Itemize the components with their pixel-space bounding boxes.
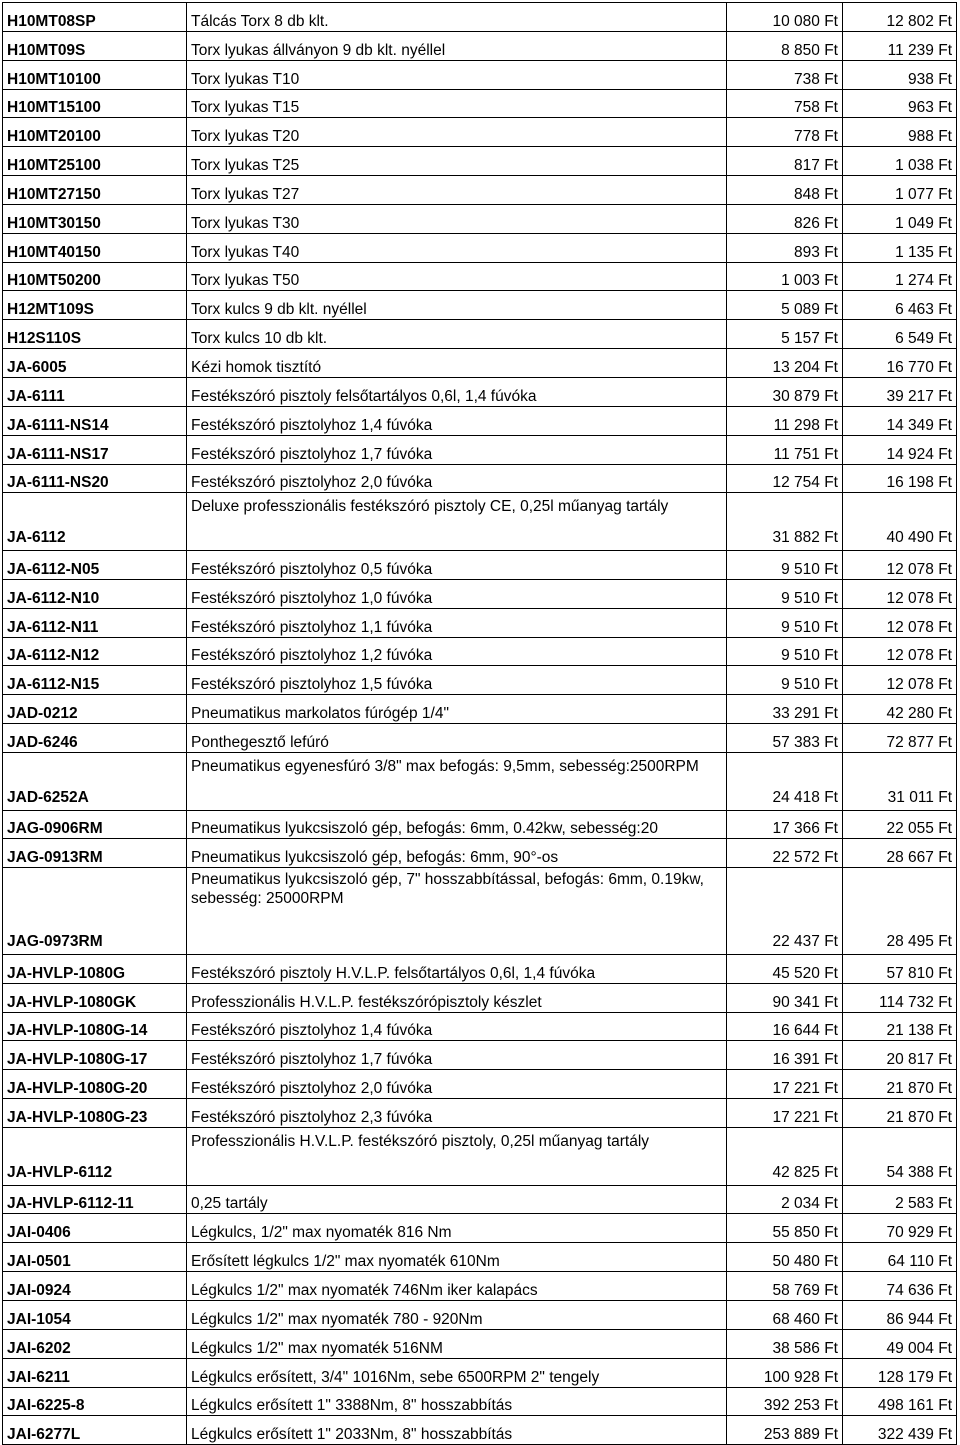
product-description: Professzionális H.V.L.P. festékszóró pisztoly, 0,25l műanyag tartály — [187, 1127, 727, 1185]
table-row — [3, 752, 957, 810]
gross-price: 1 077 Ft — [843, 176, 957, 205]
gross-price: 74 636 Ft — [843, 1272, 957, 1301]
product-description: Légkulcs erősített, 3/4" 1016Nm, sebe 6500RPM 2" tengely — [187, 1358, 727, 1387]
gross-price: 322 439 Ft — [843, 1416, 957, 1445]
table-row — [3, 118, 957, 147]
product-description: Festékszóró pisztolyhoz 1,7 fúvóka — [187, 435, 727, 464]
gross-price: 14 349 Ft — [843, 406, 957, 435]
product-description: Kézi homok tisztító — [187, 349, 727, 378]
net-price: 17 221 Ft — [727, 1099, 843, 1128]
table-row — [3, 464, 957, 493]
table-row — [3, 31, 957, 60]
gross-price: 12 802 Ft — [843, 3, 957, 32]
gross-price: 12 078 Ft — [843, 637, 957, 666]
product-code: JAG-0906RM — [3, 810, 187, 839]
net-price: 9 510 Ft — [727, 551, 843, 580]
product-description: Pneumatikus lyukcsiszoló gép, befogás: 6mm, 0.42kw, sebesség:20 — [187, 810, 727, 839]
table-row — [3, 1300, 957, 1329]
product-code: H10MT15100 — [3, 89, 187, 118]
gross-price: 498 161 Ft — [843, 1387, 957, 1416]
table-row — [3, 406, 957, 435]
net-price: 16 391 Ft — [727, 1041, 843, 1070]
product-description: Légkulcs 1/2" max nyomaték 780 - 920Nm — [187, 1300, 727, 1329]
net-price: 33 291 Ft — [727, 695, 843, 724]
net-price: 11 298 Ft — [727, 406, 843, 435]
gross-price: 12 078 Ft — [843, 608, 957, 637]
product-description: Pneumatikus egyenesfúró 3/8" max befogás: 9,5mm, sebesség:2500RPM — [187, 752, 727, 810]
product-code: H10MT50200 — [3, 262, 187, 291]
gross-price: 39 217 Ft — [843, 377, 957, 406]
gross-price: 86 944 Ft — [843, 1300, 957, 1329]
gross-price: 70 929 Ft — [843, 1214, 957, 1243]
table-row — [3, 1387, 957, 1416]
product-code: JA-HVLP-1080GK — [3, 983, 187, 1012]
product-code: H12MT109S — [3, 291, 187, 320]
table-row — [3, 233, 957, 262]
product-code: H10MT27150 — [3, 176, 187, 205]
net-price: 1 003 Ft — [727, 262, 843, 291]
gross-price: 11 239 Ft — [843, 31, 957, 60]
table-row — [3, 493, 957, 551]
table-row — [3, 810, 957, 839]
gross-price: 14 924 Ft — [843, 435, 957, 464]
gross-price: 57 810 Ft — [843, 954, 957, 983]
product-code: JA-HVLP-6112-11 — [3, 1185, 187, 1214]
product-code: JA-HVLP-1080G — [3, 954, 187, 983]
product-description: Festékszóró pisztolyhoz 1,1 fúvóka — [187, 608, 727, 637]
product-code: H10MT20100 — [3, 118, 187, 147]
gross-price: 64 110 Ft — [843, 1243, 957, 1272]
table-row — [3, 1243, 957, 1272]
product-code: JA-6111-NS17 — [3, 435, 187, 464]
table-row — [3, 637, 957, 666]
net-price: 12 754 Ft — [727, 464, 843, 493]
product-code: H10MT30150 — [3, 204, 187, 233]
product-description: Torx lyukas T40 — [187, 233, 727, 262]
table-row — [3, 579, 957, 608]
table-row — [3, 1329, 957, 1358]
product-description: Festékszóró pisztolyhoz 1,2 fúvóka — [187, 637, 727, 666]
gross-price: 49 004 Ft — [843, 1329, 957, 1358]
net-price: 9 510 Ft — [727, 608, 843, 637]
product-description: Torx lyukas T20 — [187, 118, 727, 147]
product-code: JAG-0973RM — [3, 868, 187, 955]
gross-price: 20 817 Ft — [843, 1041, 957, 1070]
product-description: Torx kulcs 9 db klt. nyéllel — [187, 291, 727, 320]
product-code: H10MT09S — [3, 31, 187, 60]
product-code: JA-HVLP-1080G-23 — [3, 1099, 187, 1128]
gross-price: 28 667 Ft — [843, 839, 957, 868]
product-description: Légkulcs 1/2" max nyomaték 746Nm iker kalapács — [187, 1272, 727, 1301]
net-price: 31 882 Ft — [727, 493, 843, 551]
product-description: Pneumatikus lyukcsiszoló gép, befogás: 6mm, 90°-os — [187, 839, 727, 868]
price-list-body — [3, 3, 957, 1445]
gross-price: 54 388 Ft — [843, 1127, 957, 1185]
gross-price: 12 078 Ft — [843, 579, 957, 608]
gross-price: 128 179 Ft — [843, 1358, 957, 1387]
net-price: 24 418 Ft — [727, 752, 843, 810]
product-description: Festékszóró pisztoly felsőtartályos 0,6l, 1,4 fúvóka — [187, 377, 727, 406]
gross-price: 1 038 Ft — [843, 147, 957, 176]
product-code: JA-6112 — [3, 493, 187, 551]
net-price: 68 460 Ft — [727, 1300, 843, 1329]
table-row — [3, 377, 957, 406]
product-code: JAI-0501 — [3, 1243, 187, 1272]
net-price: 16 644 Ft — [727, 1012, 843, 1041]
table-row — [3, 3, 957, 32]
net-price: 893 Ft — [727, 233, 843, 262]
product-code: JAI-6211 — [3, 1358, 187, 1387]
product-description: Ponthegesztő lefúró — [187, 724, 727, 753]
product-description: Torx kulcs 10 db klt. — [187, 320, 727, 349]
gross-price: 28 495 Ft — [843, 868, 957, 955]
table-row — [3, 1070, 957, 1099]
product-description: Festékszóró pisztolyhoz 1,0 fúvóka — [187, 579, 727, 608]
product-description: Festékszóró pisztolyhoz 0,5 fúvóka — [187, 551, 727, 580]
net-price: 758 Ft — [727, 89, 843, 118]
product-code: JA-6005 — [3, 349, 187, 378]
net-price: 22 437 Ft — [727, 868, 843, 955]
table-row — [3, 983, 957, 1012]
net-price: 13 204 Ft — [727, 349, 843, 378]
net-price: 57 383 Ft — [727, 724, 843, 753]
product-code: H12S110S — [3, 320, 187, 349]
gross-price: 938 Ft — [843, 60, 957, 89]
net-price: 9 510 Ft — [727, 579, 843, 608]
table-row — [3, 608, 957, 637]
product-description: Torx lyukas állványon 9 db klt. nyéllel — [187, 31, 727, 60]
table-row — [3, 1099, 957, 1128]
gross-price: 72 877 Ft — [843, 724, 957, 753]
net-price: 8 850 Ft — [727, 31, 843, 60]
product-code: JA-HVLP-1080G-14 — [3, 1012, 187, 1041]
table-row — [3, 868, 957, 955]
net-price: 90 341 Ft — [727, 983, 843, 1012]
product-description: Légkulcs 1/2" max nyomaték 516NM — [187, 1329, 727, 1358]
product-code: H10MT10100 — [3, 60, 187, 89]
table-row — [3, 435, 957, 464]
product-code: JAI-0924 — [3, 1272, 187, 1301]
product-code: JAI-6202 — [3, 1329, 187, 1358]
net-price: 17 221 Ft — [727, 1070, 843, 1099]
net-price: 45 520 Ft — [727, 954, 843, 983]
product-code: JAD-6252A — [3, 752, 187, 810]
gross-price: 22 055 Ft — [843, 810, 957, 839]
net-price: 5 157 Ft — [727, 320, 843, 349]
gross-price: 1 049 Ft — [843, 204, 957, 233]
product-description: Tálcás Torx 8 db klt. — [187, 3, 727, 32]
gross-price: 6 463 Ft — [843, 291, 957, 320]
product-description: Festékszóró pisztolyhoz 1,4 fúvóka — [187, 406, 727, 435]
product-description: Deluxe professzionális festékszóró pisztoly CE, 0,25l műanyag tartály — [187, 493, 727, 551]
product-code: JA-6112-N05 — [3, 551, 187, 580]
table-row — [3, 1185, 957, 1214]
table-row — [3, 666, 957, 695]
product-description: Torx lyukas T27 — [187, 176, 727, 205]
table-row — [3, 551, 957, 580]
product-description: Professzionális H.V.L.P. festékszórópisztoly készlet — [187, 983, 727, 1012]
product-description: Erősített légkulcs 1/2" max nyomaték 610Nm — [187, 1243, 727, 1272]
product-description: Festékszóró pisztolyhoz 1,4 fúvóka — [187, 1012, 727, 1041]
product-description: Festékszóró pisztoly H.V.L.P. felsőtartályos 0,6l, 1,4 fúvóka — [187, 954, 727, 983]
net-price: 9 510 Ft — [727, 637, 843, 666]
product-description: Festékszóró pisztolyhoz 2,3 fúvóka — [187, 1099, 727, 1128]
gross-price: 42 280 Ft — [843, 695, 957, 724]
net-price: 22 572 Ft — [727, 839, 843, 868]
net-price: 2 034 Ft — [727, 1185, 843, 1214]
gross-price: 21 138 Ft — [843, 1012, 957, 1041]
table-row — [3, 349, 957, 378]
gross-price: 21 870 Ft — [843, 1099, 957, 1128]
product-code: JA-6112-N11 — [3, 608, 187, 637]
net-price: 30 879 Ft — [727, 377, 843, 406]
product-description: Pneumatikus markolatos fúrógép 1/4" — [187, 695, 727, 724]
product-code: JA-6111-NS20 — [3, 464, 187, 493]
net-price: 738 Ft — [727, 60, 843, 89]
table-row — [3, 147, 957, 176]
product-description: Légkulcs erősített 1" 3388Nm, 8" hosszabbítás — [187, 1387, 727, 1416]
gross-price: 12 078 Ft — [843, 666, 957, 695]
table-row — [3, 60, 957, 89]
product-code: JAD-6246 — [3, 724, 187, 753]
gross-price: 16 770 Ft — [843, 349, 957, 378]
product-description: Pneumatikus lyukcsiszoló gép, 7" hosszabbítással, befogás: 6mm, 0.19kw, sebesség: 25000RPM — [187, 868, 727, 955]
table-row — [3, 1416, 957, 1445]
product-code: JA-6111 — [3, 377, 187, 406]
product-description: Torx lyukas T10 — [187, 60, 727, 89]
table-row — [3, 954, 957, 983]
gross-price: 40 490 Ft — [843, 493, 957, 551]
net-price: 38 586 Ft — [727, 1329, 843, 1358]
table-row — [3, 1358, 957, 1387]
gross-price: 16 198 Ft — [843, 464, 957, 493]
product-code: JA-HVLP-6112 — [3, 1127, 187, 1185]
net-price: 58 769 Ft — [727, 1272, 843, 1301]
product-description: Torx lyukas T25 — [187, 147, 727, 176]
product-code: JAI-6277L — [3, 1416, 187, 1445]
table-row — [3, 1127, 957, 1185]
net-price: 9 510 Ft — [727, 666, 843, 695]
product-code: JA-HVLP-1080G-17 — [3, 1041, 187, 1070]
net-price: 826 Ft — [727, 204, 843, 233]
gross-price: 1 274 Ft — [843, 262, 957, 291]
net-price: 42 825 Ft — [727, 1127, 843, 1185]
table-row — [3, 1041, 957, 1070]
product-code: JA-6112-N12 — [3, 637, 187, 666]
product-code: JAG-0913RM — [3, 839, 187, 868]
table-row — [3, 89, 957, 118]
gross-price: 2 583 Ft — [843, 1185, 957, 1214]
gross-price: 963 Ft — [843, 89, 957, 118]
net-price: 55 850 Ft — [727, 1214, 843, 1243]
table-row — [3, 695, 957, 724]
product-code: JAI-6225-8 — [3, 1387, 187, 1416]
product-code: JA-6111-NS14 — [3, 406, 187, 435]
table-row — [3, 320, 957, 349]
product-description: Torx lyukas T30 — [187, 204, 727, 233]
product-description: Festékszóró pisztolyhoz 1,5 fúvóka — [187, 666, 727, 695]
gross-price: 988 Ft — [843, 118, 957, 147]
net-price: 11 751 Ft — [727, 435, 843, 464]
price-list-table — [2, 2, 957, 1445]
table-row — [3, 291, 957, 320]
table-row — [3, 1012, 957, 1041]
table-row — [3, 204, 957, 233]
gross-price: 12 078 Ft — [843, 551, 957, 580]
product-code: JA-6112-N10 — [3, 579, 187, 608]
net-price: 50 480 Ft — [727, 1243, 843, 1272]
product-code: H10MT08SP — [3, 3, 187, 32]
net-price: 100 928 Ft — [727, 1358, 843, 1387]
gross-price: 6 549 Ft — [843, 320, 957, 349]
net-price: 778 Ft — [727, 118, 843, 147]
net-price: 10 080 Ft — [727, 3, 843, 32]
product-code: JA-6112-N15 — [3, 666, 187, 695]
product-code: JAI-1054 — [3, 1300, 187, 1329]
product-description: Festékszóró pisztolyhoz 2,0 fúvóka — [187, 1070, 727, 1099]
net-price: 17 366 Ft — [727, 810, 843, 839]
table-row — [3, 839, 957, 868]
product-description: Festékszóró pisztolyhoz 1,7 fúvóka — [187, 1041, 727, 1070]
product-code: JAD-0212 — [3, 695, 187, 724]
product-description: Festékszóró pisztolyhoz 2,0 fúvóka — [187, 464, 727, 493]
gross-price: 31 011 Ft — [843, 752, 957, 810]
table-row — [3, 724, 957, 753]
product-code: JA-HVLP-1080G-20 — [3, 1070, 187, 1099]
table-row — [3, 176, 957, 205]
table-row — [3, 1214, 957, 1243]
net-price: 817 Ft — [727, 147, 843, 176]
net-price: 392 253 Ft — [727, 1387, 843, 1416]
net-price: 5 089 Ft — [727, 291, 843, 320]
table-row — [3, 1272, 957, 1301]
gross-price: 21 870 Ft — [843, 1070, 957, 1099]
product-code: JAI-0406 — [3, 1214, 187, 1243]
net-price: 848 Ft — [727, 176, 843, 205]
gross-price: 1 135 Ft — [843, 233, 957, 262]
product-description: Torx lyukas T15 — [187, 89, 727, 118]
product-description: Légkulcs erősített 1" 2033Nm, 8" hosszabbítás — [187, 1416, 727, 1445]
net-price: 253 889 Ft — [727, 1416, 843, 1445]
product-code: H10MT40150 — [3, 233, 187, 262]
product-description: Légkulcs, 1/2" max nyomaték 816 Nm — [187, 1214, 727, 1243]
table-row — [3, 262, 957, 291]
product-description: 0,25 tartály — [187, 1185, 727, 1214]
product-description: Torx lyukas T50 — [187, 262, 727, 291]
gross-price: 114 732 Ft — [843, 983, 957, 1012]
product-code: H10MT25100 — [3, 147, 187, 176]
